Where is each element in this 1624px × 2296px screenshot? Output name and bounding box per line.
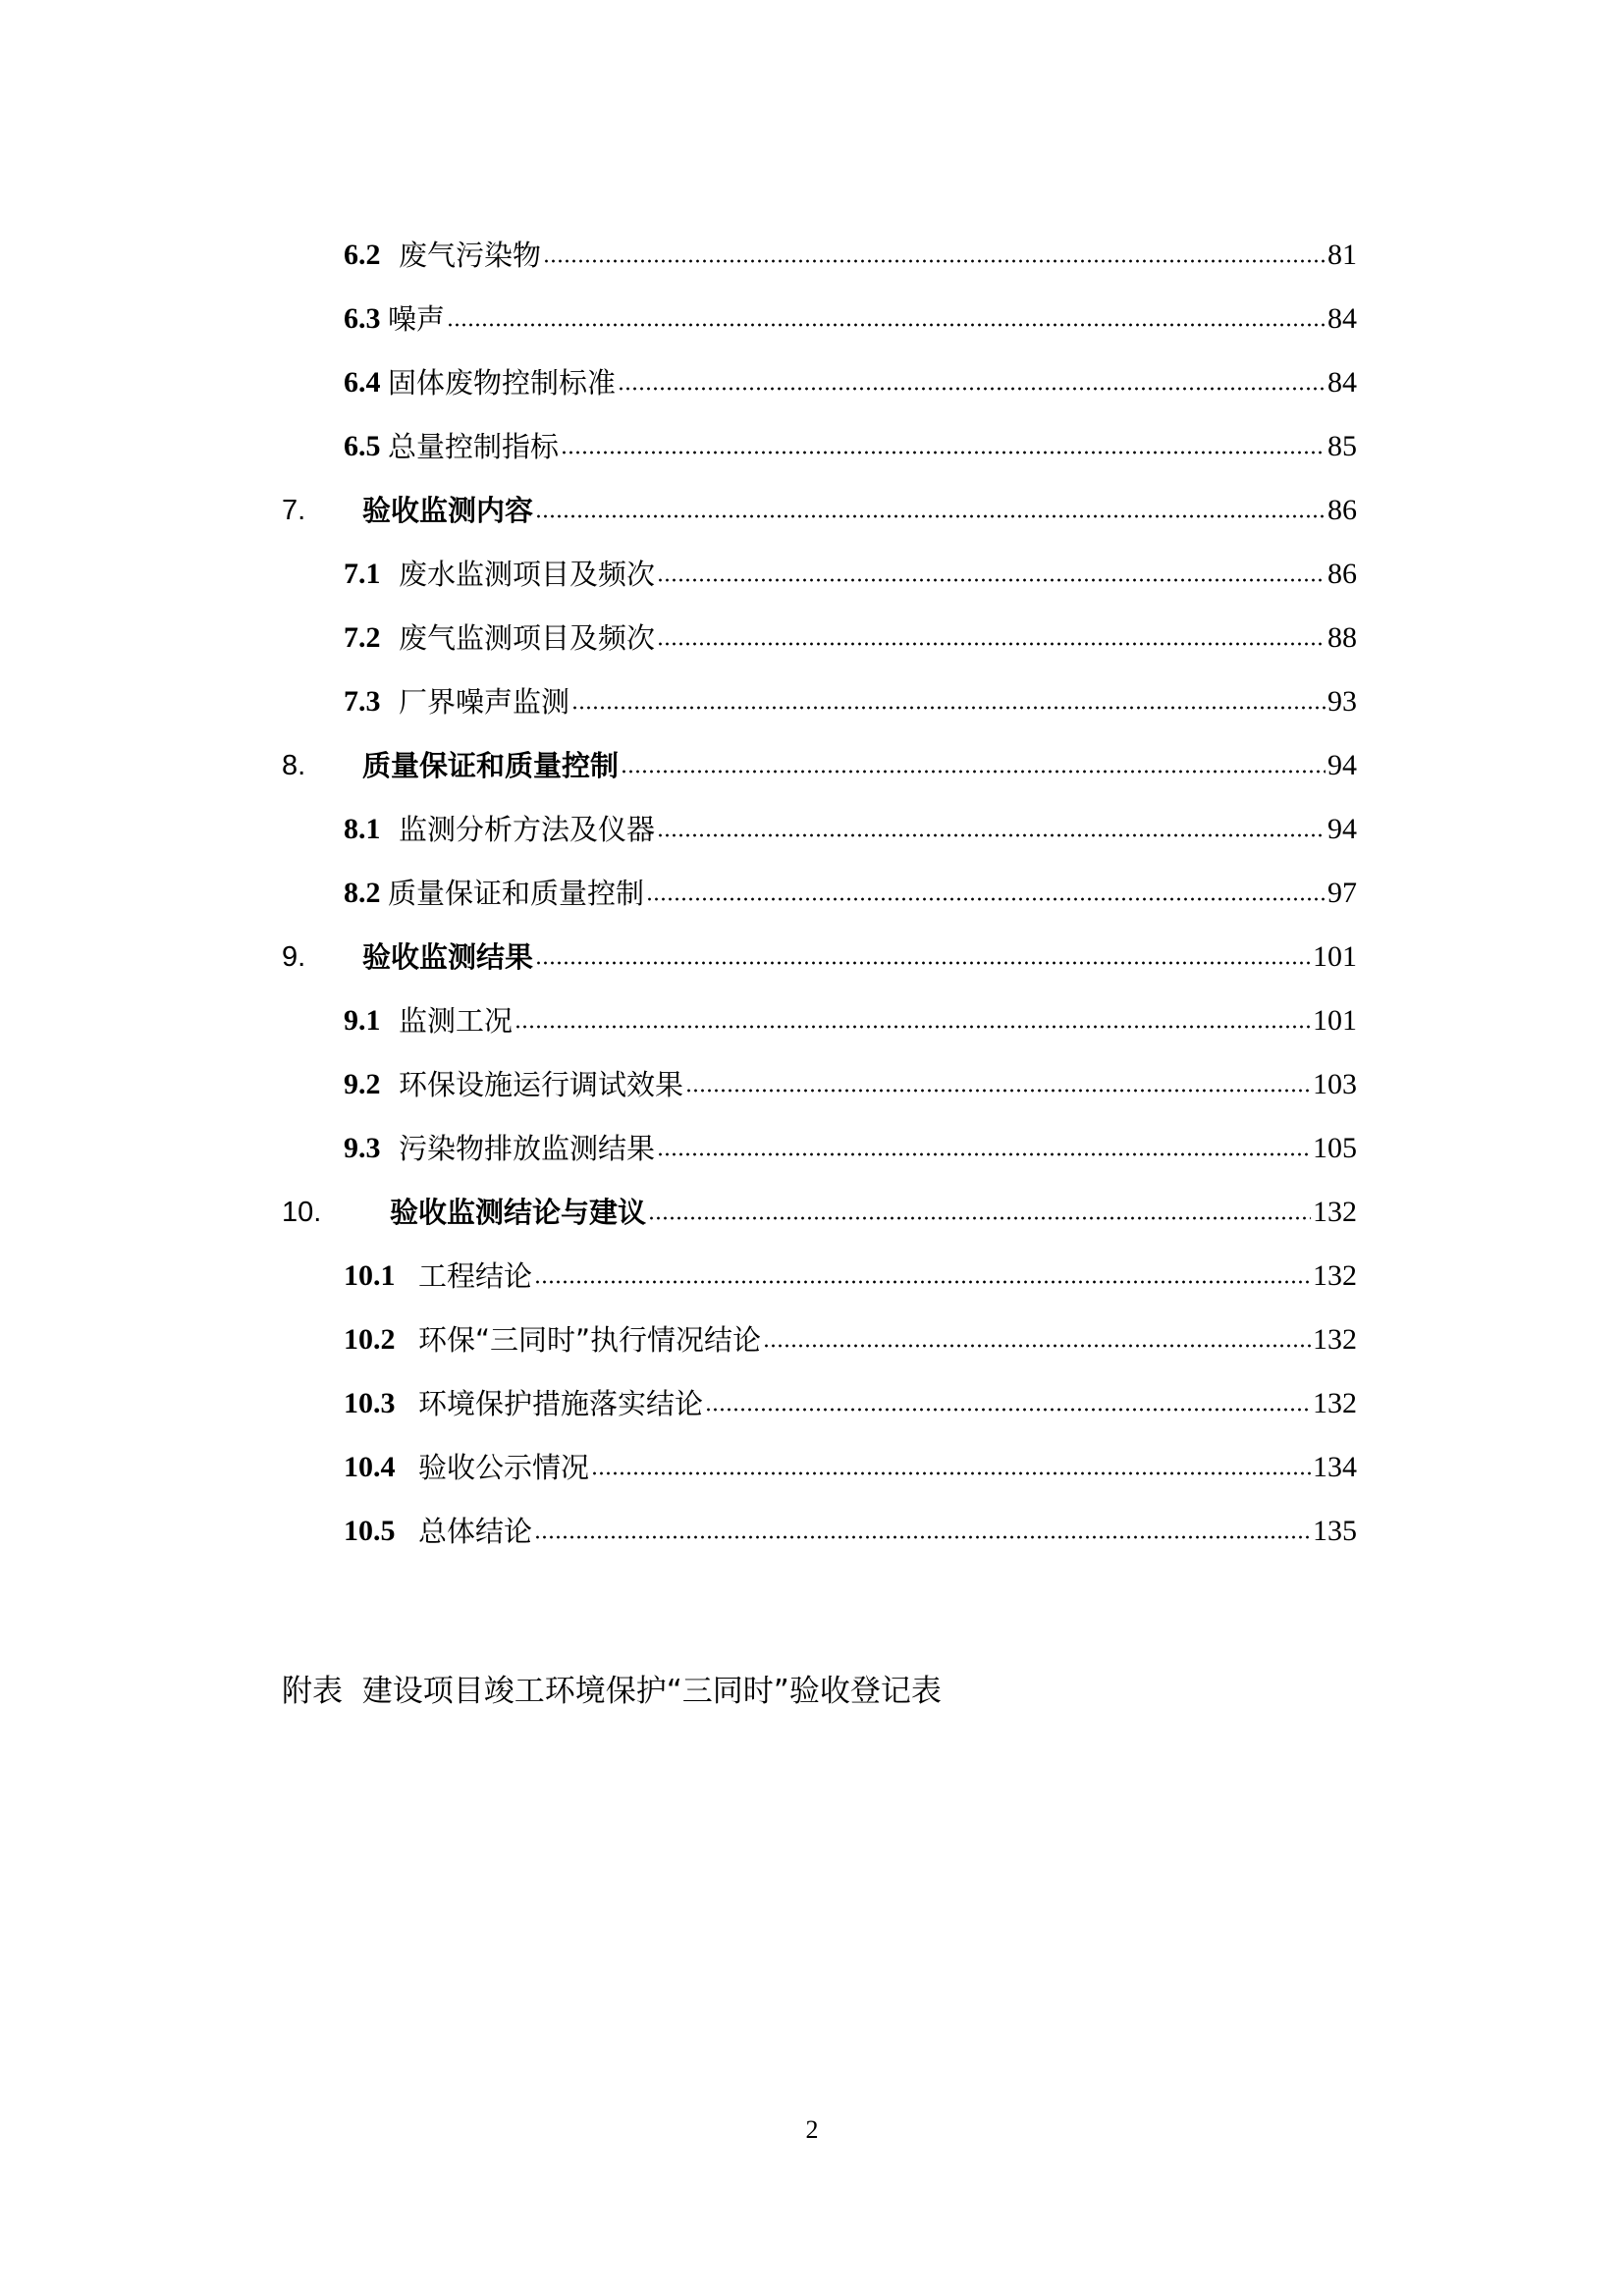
appendix-line: 附表 建设项目竣工环境保护“三同时”验收登记表 <box>282 1674 942 1709</box>
toc-entry-number: 9.2 <box>344 1068 381 1100</box>
toc-entry-page-number: 84 <box>1327 366 1357 399</box>
toc-entry-title: 监测分析方法及仪器 <box>399 813 656 846</box>
toc-entry-page-number: 93 <box>1327 685 1357 718</box>
toc-entry-title: 环保“三同时”执行情况结论 <box>418 1323 762 1357</box>
toc-entry[interactable] <box>344 353 1357 402</box>
toc-entry-number: 6.4 <box>344 366 381 399</box>
toc-entry[interactable] <box>344 545 1357 594</box>
toc-entry[interactable] <box>344 1119 1357 1168</box>
toc-entry[interactable] <box>344 864 1357 913</box>
toc-entry-title: 废水监测项目及频次 <box>399 558 656 591</box>
dot-leader <box>561 449 1326 456</box>
toc-entry-page-number: 101 <box>1313 940 1357 973</box>
toc-entry-page-number: 94 <box>1327 813 1357 845</box>
toc-entry-number: 7.1 <box>344 558 381 590</box>
dot-leader <box>535 959 1311 967</box>
toc-entry-title: 监测工况 <box>399 1004 514 1038</box>
toc-entry-page-number: 134 <box>1313 1451 1357 1483</box>
toc-entry[interactable] <box>282 736 1357 785</box>
toc-entry[interactable] <box>344 672 1357 721</box>
toc-entry-title: 环境保护措施落实结论 <box>418 1387 704 1420</box>
toc-entry-number: 7. <box>282 495 306 526</box>
dot-leader <box>621 768 1326 775</box>
toc-entry-page-number: 135 <box>1313 1515 1357 1547</box>
toc-entry-title: 质量保证和质量控制 <box>362 749 620 782</box>
toc-entry-number: 8. <box>282 750 306 781</box>
toc-entry-title: 固体废物控制标准 <box>388 366 617 400</box>
dot-leader <box>543 257 1326 265</box>
toc-entry-title: 验收监测内容 <box>362 494 534 527</box>
toc-entry-number: 10.3 <box>344 1387 396 1419</box>
toc-entry-title: 废气监测项目及频次 <box>399 621 656 655</box>
toc-entry-number: 9.1 <box>344 1004 381 1037</box>
toc-entry-title: 验收监测结果 <box>362 940 534 974</box>
toc-entry[interactable] <box>282 481 1357 530</box>
toc-entry-page-number: 132 <box>1313 1387 1357 1419</box>
dot-leader <box>618 385 1326 393</box>
dot-leader <box>657 831 1326 839</box>
toc-entry-title: 污染物排放监测结果 <box>399 1132 656 1165</box>
dot-leader <box>648 1214 1311 1222</box>
toc-entry-title: 废气污染物 <box>399 239 542 272</box>
toc-entry[interactable] <box>344 800 1357 849</box>
toc-entry[interactable] <box>344 991 1357 1041</box>
toc-entry-page-number: 85 <box>1327 430 1357 462</box>
dot-leader <box>534 1533 1311 1541</box>
toc-entry[interactable] <box>344 1247 1357 1296</box>
toc-entry-page-number: 84 <box>1327 302 1357 335</box>
dot-leader <box>685 1087 1311 1095</box>
dot-leader <box>591 1469 1311 1477</box>
toc-entry-page-number: 97 <box>1327 877 1357 909</box>
toc-entry-title: 总量控制指标 <box>388 430 560 463</box>
dot-leader <box>535 512 1326 520</box>
toc-entry-number: 10.2 <box>344 1323 396 1356</box>
toc-entry-page-number: 81 <box>1327 239 1357 271</box>
toc-entry-page-number: 132 <box>1313 1259 1357 1292</box>
toc-entry[interactable] <box>344 1055 1357 1104</box>
toc-entry[interactable] <box>282 1183 1357 1232</box>
toc-entry-number: 10.4 <box>344 1451 396 1483</box>
toc-entry-page-number: 103 <box>1313 1068 1357 1100</box>
dot-leader <box>447 321 1326 329</box>
toc-entry[interactable] <box>344 609 1357 658</box>
dot-leader <box>514 1023 1311 1031</box>
toc-entry[interactable] <box>344 1502 1357 1551</box>
toc-entry-number: 8.2 <box>344 877 381 909</box>
toc-entry-title: 噪声 <box>388 302 446 336</box>
toc-entry-title: 厂界噪声监测 <box>399 685 570 719</box>
dot-leader <box>571 704 1326 712</box>
dot-leader <box>657 576 1326 584</box>
toc-entry-page-number: 86 <box>1327 494 1357 526</box>
toc-entry-title: 验收监测结论与建议 <box>390 1196 647 1229</box>
dot-leader <box>705 1406 1311 1414</box>
toc-entry-number: 6.2 <box>344 239 381 271</box>
toc-entry-number: 10. <box>282 1197 322 1228</box>
toc-entry-page-number: 88 <box>1327 621 1357 654</box>
dot-leader <box>657 1150 1311 1158</box>
toc-entry[interactable] <box>344 1310 1357 1360</box>
toc-entry[interactable] <box>344 226 1357 275</box>
toc-entry-number: 10.1 <box>344 1259 396 1292</box>
toc-entry-number: 8.1 <box>344 813 381 845</box>
toc-entry[interactable] <box>344 1374 1357 1423</box>
toc-entry-page-number: 105 <box>1313 1132 1357 1164</box>
toc-entry-title: 总体结论 <box>418 1515 533 1548</box>
toc-entry-title: 验收公示情况 <box>418 1451 590 1484</box>
toc-entry-number: 6.5 <box>344 430 381 462</box>
toc-entry[interactable] <box>344 417 1357 466</box>
dot-leader <box>646 895 1326 903</box>
toc-entry-number: 10.5 <box>344 1515 396 1547</box>
toc-entry-page-number: 94 <box>1327 749 1357 781</box>
toc-entry-number: 7.3 <box>344 685 381 718</box>
toc-entry-number: 9. <box>282 941 306 973</box>
toc-entry-number: 6.3 <box>344 302 381 335</box>
toc-entry-title: 工程结论 <box>418 1259 533 1293</box>
toc-entry-page-number: 132 <box>1313 1196 1357 1228</box>
toc-entry-page-number: 86 <box>1327 558 1357 590</box>
toc-entry-number: 9.3 <box>344 1132 381 1164</box>
dot-leader <box>534 1278 1311 1286</box>
toc-entry[interactable] <box>344 1438 1357 1487</box>
toc-entry-title: 环保设施运行调试效果 <box>399 1068 684 1101</box>
toc-entry-page-number: 132 <box>1313 1323 1357 1356</box>
page-number: 2 <box>805 2115 819 2144</box>
toc-entry[interactable] <box>344 290 1357 339</box>
toc-entry-number: 7.2 <box>344 621 381 654</box>
toc-entry-title: 质量保证和质量控制 <box>388 877 645 910</box>
dot-leader <box>763 1342 1311 1350</box>
toc-entry[interactable] <box>282 928 1357 977</box>
dot-leader <box>657 640 1326 648</box>
toc-entry-page-number: 101 <box>1313 1004 1357 1037</box>
